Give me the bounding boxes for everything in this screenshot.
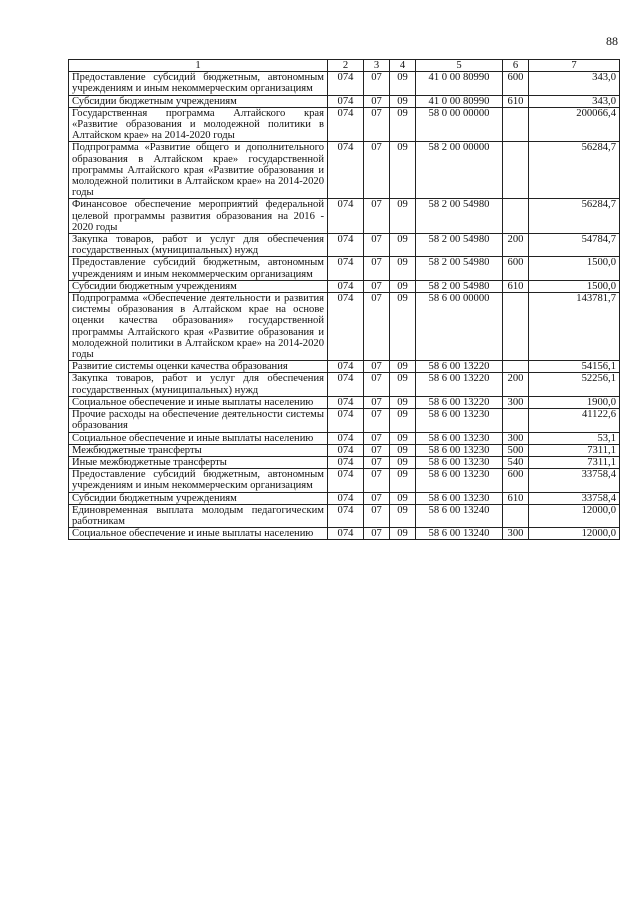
row-subsection: 09 <box>390 142 416 199</box>
header-cell: 2 <box>328 60 364 72</box>
row-subsection: 09 <box>390 107 416 142</box>
row-name: Государственная программа Алтайского края «Развитие образования и молодежной политики в Алтайском крае» на 2014-2020 годы <box>69 107 328 142</box>
row-amount: 41122,6 <box>529 409 620 432</box>
table-body <box>69 72 620 540</box>
row-target-article: 58 2 00 54980 <box>416 257 503 280</box>
row-expense-type: 600 <box>503 257 529 280</box>
row-expense-type <box>503 199 529 234</box>
row-subsection: 09 <box>390 504 416 527</box>
row-name: Межбюджетные трансферты <box>69 444 328 456</box>
row-amount: 143781,7 <box>529 293 620 361</box>
row-subsection: 09 <box>390 234 416 257</box>
row-amount: 53,1 <box>529 432 620 444</box>
header-cell: 7 <box>529 60 620 72</box>
row-code: 074 <box>328 444 364 456</box>
row-code: 074 <box>328 280 364 292</box>
row-section: 07 <box>364 280 390 292</box>
row-section: 07 <box>364 199 390 234</box>
row-expense-type: 300 <box>503 528 529 540</box>
row-expense-type <box>503 409 529 432</box>
row-target-article: 58 2 00 54980 <box>416 199 503 234</box>
table-row <box>69 432 620 444</box>
row-section: 07 <box>364 432 390 444</box>
row-amount: 56284,7 <box>529 142 620 199</box>
row-amount: 56284,7 <box>529 199 620 234</box>
row-code: 074 <box>328 234 364 257</box>
row-name: Закупка товаров, работ и услуг для обеспечения государственных (муниципальных) нужд <box>69 373 328 396</box>
row-section: 07 <box>364 293 390 361</box>
row-subsection: 09 <box>390 280 416 292</box>
header-cell: 1 <box>69 60 328 72</box>
row-subsection: 09 <box>390 293 416 361</box>
row-section: 07 <box>364 528 390 540</box>
row-amount: 1500,0 <box>529 257 620 280</box>
table-row <box>69 72 620 95</box>
header-cell: 5 <box>416 60 503 72</box>
row-target-article: 41 0 00 80990 <box>416 72 503 95</box>
row-subsection: 09 <box>390 257 416 280</box>
row-amount: 343,0 <box>529 72 620 95</box>
row-target-article: 58 6 00 13230 <box>416 456 503 468</box>
row-code: 074 <box>328 492 364 504</box>
row-target-article: 58 6 00 13230 <box>416 444 503 456</box>
row-expense-type: 200 <box>503 373 529 396</box>
row-code: 074 <box>328 469 364 492</box>
row-amount: 33758,4 <box>529 492 620 504</box>
row-code: 074 <box>328 361 364 373</box>
table-row <box>69 528 620 540</box>
row-target-article: 58 6 00 13230 <box>416 409 503 432</box>
row-code: 074 <box>328 504 364 527</box>
row-amount: 52256,1 <box>529 373 620 396</box>
row-amount: 54784,7 <box>529 234 620 257</box>
row-section: 07 <box>364 107 390 142</box>
row-name: Предоставление субсидий бюджетным, автономным учреждениям и иным некоммерческим организациям <box>69 72 328 95</box>
row-name: Социальное обеспечение и иные выплаты населению <box>69 528 328 540</box>
row-subsection: 09 <box>390 492 416 504</box>
row-amount: 1900,0 <box>529 396 620 408</box>
row-amount: 54156,1 <box>529 361 620 373</box>
row-target-article: 58 6 00 13220 <box>416 373 503 396</box>
row-section: 07 <box>364 373 390 396</box>
page-number: 88 <box>606 34 618 48</box>
row-expense-type <box>503 293 529 361</box>
row-expense-type: 610 <box>503 492 529 504</box>
table-row <box>69 409 620 432</box>
header-cell: 3 <box>364 60 390 72</box>
row-name: Субсидии бюджетным учреждениям <box>69 280 328 292</box>
row-section: 07 <box>364 72 390 95</box>
row-code: 074 <box>328 373 364 396</box>
row-target-article: 58 6 00 00000 <box>416 293 503 361</box>
row-expense-type: 540 <box>503 456 529 468</box>
row-name: Предоставление субсидий бюджетным, автономным учреждениям и иным некоммерческим организациям <box>69 469 328 492</box>
row-section: 07 <box>364 492 390 504</box>
row-expense-type: 500 <box>503 444 529 456</box>
row-amount: 12000,0 <box>529 528 620 540</box>
row-expense-type <box>503 361 529 373</box>
row-expense-type: 610 <box>503 95 529 107</box>
table-row <box>69 107 620 142</box>
table-row <box>69 199 620 234</box>
row-amount: 343,0 <box>529 95 620 107</box>
row-target-article: 58 2 00 00000 <box>416 142 503 199</box>
header-row <box>69 60 620 72</box>
row-target-article: 58 2 00 54980 <box>416 234 503 257</box>
row-subsection: 09 <box>390 469 416 492</box>
row-name: Развитие системы оценки качества образования <box>69 361 328 373</box>
header-cell: 4 <box>390 60 416 72</box>
row-subsection: 09 <box>390 528 416 540</box>
row-code: 074 <box>328 293 364 361</box>
row-expense-type: 600 <box>503 72 529 95</box>
row-code: 074 <box>328 72 364 95</box>
row-name: Социальное обеспечение и иные выплаты населению <box>69 432 328 444</box>
row-expense-type: 200 <box>503 234 529 257</box>
row-section: 07 <box>364 361 390 373</box>
row-name: Подпрограмма «Обеспечение деятельности и развития системы образования в Алтайском крае на основе оценки качества образования» государственной программы Алтайского края «Развитие образования и молодежной политики в Алтайском крае» на 2014-2020 годы <box>69 293 328 361</box>
row-subsection: 09 <box>390 432 416 444</box>
header-cell: 6 <box>503 60 529 72</box>
row-name: Предоставление субсидий бюджетным, автономным учреждениям и иным некоммерческим организациям <box>69 257 328 280</box>
row-name: Социальное обеспечение и иные выплаты населению <box>69 396 328 408</box>
row-section: 07 <box>364 444 390 456</box>
row-section: 07 <box>364 142 390 199</box>
row-code: 074 <box>328 528 364 540</box>
table-row <box>69 469 620 492</box>
row-target-article: 58 6 00 13240 <box>416 528 503 540</box>
row-target-article: 41 0 00 80990 <box>416 95 503 107</box>
row-target-article: 58 6 00 13220 <box>416 361 503 373</box>
table-row <box>69 444 620 456</box>
row-subsection: 09 <box>390 444 416 456</box>
row-name: Финансовое обеспечение мероприятий федеральной целевой программы развития образования на 2016 - 2020 годы <box>69 199 328 234</box>
row-amount: 12000,0 <box>529 504 620 527</box>
row-amount: 7311,1 <box>529 444 620 456</box>
row-section: 07 <box>364 504 390 527</box>
table-row <box>69 396 620 408</box>
row-name: Иные межбюджетные трансферты <box>69 456 328 468</box>
row-target-article: 58 2 00 54980 <box>416 280 503 292</box>
row-subsection: 09 <box>390 199 416 234</box>
row-section: 07 <box>364 234 390 257</box>
row-expense-type <box>503 107 529 142</box>
row-expense-type: 300 <box>503 396 529 408</box>
table-row <box>69 95 620 107</box>
row-section: 07 <box>364 409 390 432</box>
table-row <box>69 492 620 504</box>
row-subsection: 09 <box>390 95 416 107</box>
row-subsection: 09 <box>390 456 416 468</box>
row-code: 074 <box>328 107 364 142</box>
row-target-article: 58 6 00 13220 <box>416 396 503 408</box>
row-name: Прочие расходы на обеспечение деятельности системы образования <box>69 409 328 432</box>
row-section: 07 <box>364 396 390 408</box>
row-section: 07 <box>364 456 390 468</box>
row-code: 074 <box>328 95 364 107</box>
row-subsection: 09 <box>390 396 416 408</box>
table-row <box>69 280 620 292</box>
row-name: Подпрограмма «Развитие общего и дополнительного образования в Алтайском крае» государственной программы Алтайского края «Развитие образования и молодежной политики в Алтайском крае» на 2014-2020 годы <box>69 142 328 199</box>
table-row <box>69 257 620 280</box>
row-target-article: 58 6 00 13230 <box>416 469 503 492</box>
row-expense-type: 600 <box>503 469 529 492</box>
table-row <box>69 361 620 373</box>
row-code: 074 <box>328 199 364 234</box>
row-expense-type <box>503 504 529 527</box>
row-amount: 7311,1 <box>529 456 620 468</box>
row-code: 074 <box>328 257 364 280</box>
row-expense-type: 610 <box>503 280 529 292</box>
row-code: 074 <box>328 396 364 408</box>
row-amount: 33758,4 <box>529 469 620 492</box>
budget-table <box>68 59 620 540</box>
row-name: Субсидии бюджетным учреждениям <box>69 95 328 107</box>
row-subsection: 09 <box>390 409 416 432</box>
row-target-article: 58 6 00 13230 <box>416 432 503 444</box>
row-target-article: 58 0 00 00000 <box>416 107 503 142</box>
row-subsection: 09 <box>390 361 416 373</box>
row-amount: 200066,4 <box>529 107 620 142</box>
row-code: 074 <box>328 409 364 432</box>
row-name: Субсидии бюджетным учреждениям <box>69 492 328 504</box>
row-subsection: 09 <box>390 373 416 396</box>
table-row <box>69 293 620 361</box>
table-row <box>69 373 620 396</box>
row-code: 074 <box>328 142 364 199</box>
row-section: 07 <box>364 469 390 492</box>
row-expense-type: 300 <box>503 432 529 444</box>
row-target-article: 58 6 00 13230 <box>416 492 503 504</box>
row-section: 07 <box>364 257 390 280</box>
table-row <box>69 234 620 257</box>
table-row <box>69 456 620 468</box>
row-subsection: 09 <box>390 72 416 95</box>
row-code: 074 <box>328 456 364 468</box>
table-row <box>69 142 620 199</box>
row-expense-type <box>503 142 529 199</box>
table-row <box>69 504 620 527</box>
row-target-article: 58 6 00 13240 <box>416 504 503 527</box>
row-name: Закупка товаров, работ и услуг для обеспечения государственных (муниципальных) нужд <box>69 234 328 257</box>
row-section: 07 <box>364 95 390 107</box>
row-code: 074 <box>328 432 364 444</box>
row-amount: 1500,0 <box>529 280 620 292</box>
row-name: Единовременная выплата молодым педагогическим работникам <box>69 504 328 527</box>
